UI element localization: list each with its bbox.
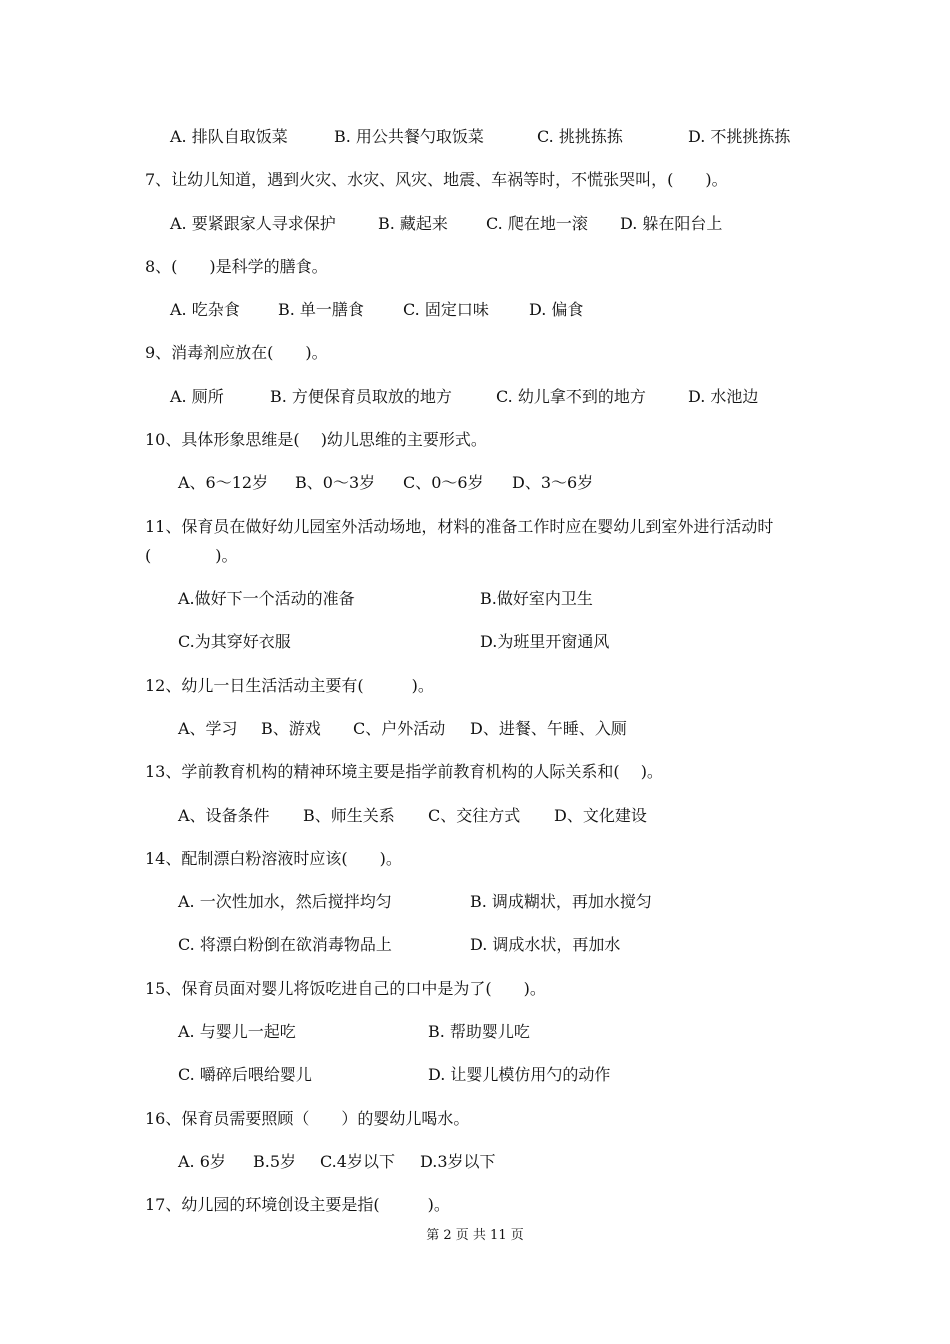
q14-stem: 14、配制漂白粉溶液时应该( )。 [145, 849, 402, 868]
q12-option-c: C、户外活动 [353, 719, 446, 738]
q8-option-b: B. 单一膳食 [278, 300, 364, 319]
q15-stem: 15、保育员面对婴儿将饭吃进自己的口中是为了( )。 [145, 979, 546, 998]
q16-option-a: A. 6岁 [178, 1152, 226, 1171]
q11-option-c: C.为其穿好衣服 [178, 632, 291, 651]
q14-option-b: B. 调成糊状，再加水搅匀 [470, 892, 652, 911]
q12-option-b: B、游戏 [261, 719, 321, 738]
q7-option-c: C. 爬在地一滚 [486, 214, 588, 233]
q7-option-d: D. 躲在阳台上 [620, 214, 723, 233]
q11-stem: 11、保育员在做好幼儿园室外活动场地，材料的准备工作时应在婴幼儿到室外进行活动时 [145, 517, 774, 536]
q7-stem: 7、让幼儿知道，遇到火灾、水灾、风灾、地震、车祸等时，不慌张哭叫，( )。 [145, 170, 728, 189]
q7-option-b: B. 藏起来 [378, 214, 448, 233]
q13-option-a: A、设备条件 [178, 806, 270, 825]
q14-option-a: A. 一次性加水，然后搅拌均匀 [178, 892, 392, 911]
q9-option-a: A. 厕所 [170, 387, 224, 406]
q11-option-b: B.做好室内卫生 [480, 589, 593, 608]
q9-stem: 9、消毒剂应放在( )。 [145, 343, 328, 362]
q6-option-d: D. 不挑挑拣拣 [688, 127, 791, 146]
q9-option-d: D. 水池边 [688, 387, 759, 406]
q12-option-a: A、学习 [178, 719, 238, 738]
q10-option-a: A、6～12岁 [178, 473, 269, 492]
q11-stem-continued: ( )。 [145, 546, 238, 565]
q9-option-c: C. 幼儿拿不到的地方 [496, 387, 646, 406]
q11-option-d: D.为班里开窗通风 [480, 632, 610, 651]
q16-option-c: C.4岁以下 [320, 1152, 395, 1171]
q13-stem: 13、学前教育机构的精神环境主要是指学前教育机构的人际关系和( )。 [145, 762, 663, 781]
q15-option-b: B. 帮助婴儿吃 [428, 1022, 530, 1041]
q12-option-d: D、进餐、午睡、入厕 [470, 719, 627, 738]
q15-option-c: C. 嚼碎后喂给婴儿 [178, 1065, 312, 1084]
q8-option-d: D. 偏食 [529, 300, 584, 319]
q7-option-a: A. 要紧跟家人寻求保护 [170, 214, 336, 233]
q10-option-d: D、3～6岁 [512, 473, 594, 492]
q16-option-d: D.3岁以下 [420, 1152, 496, 1171]
q11-option-a: A.做好下一个活动的准备 [178, 589, 355, 608]
q9-option-b: B. 方便保育员取放的地方 [270, 387, 452, 406]
page-footer: 第 2 页 共 11 页 [426, 1228, 524, 1243]
q13-option-b: B、师生关系 [303, 806, 395, 825]
q16-option-b: B.5岁 [253, 1152, 297, 1171]
q12-stem: 12、幼儿一日生活活动主要有( )。 [145, 676, 434, 695]
q8-option-c: C. 固定口味 [403, 300, 489, 319]
q13-option-d: D、文化建设 [554, 806, 647, 825]
q17-stem: 17、幼儿园的环境创设主要是指( )。 [145, 1195, 450, 1214]
q14-option-d: D. 调成水状，再加水 [470, 935, 621, 954]
q8-stem: 8、( )是科学的膳食。 [145, 257, 328, 276]
q6-option-c: C. 挑挑拣拣 [537, 127, 623, 146]
q10-option-c: C、0～6岁 [403, 473, 484, 492]
q14-option-c: C. 将漂白粉倒在欲消毒物品上 [178, 935, 392, 954]
q15-option-d: D. 让婴儿模仿用勺的动作 [428, 1065, 611, 1084]
q15-option-a: A. 与婴儿一起吃 [178, 1022, 296, 1041]
q10-option-b: B、0～3岁 [295, 473, 376, 492]
q6-option-a: A. 排队自取饭菜 [170, 127, 288, 146]
q16-stem: 16、保育员需要照顾（ ）的婴幼儿喝水。 [145, 1109, 470, 1128]
q13-option-c: C、交往方式 [428, 806, 521, 825]
q10-stem: 10、具体形象思维是( )幼儿思维的主要形式。 [145, 430, 487, 449]
q6-option-b: B. 用公共餐勺取饭菜 [334, 127, 484, 146]
q8-option-a: A. 吃杂食 [170, 300, 240, 319]
